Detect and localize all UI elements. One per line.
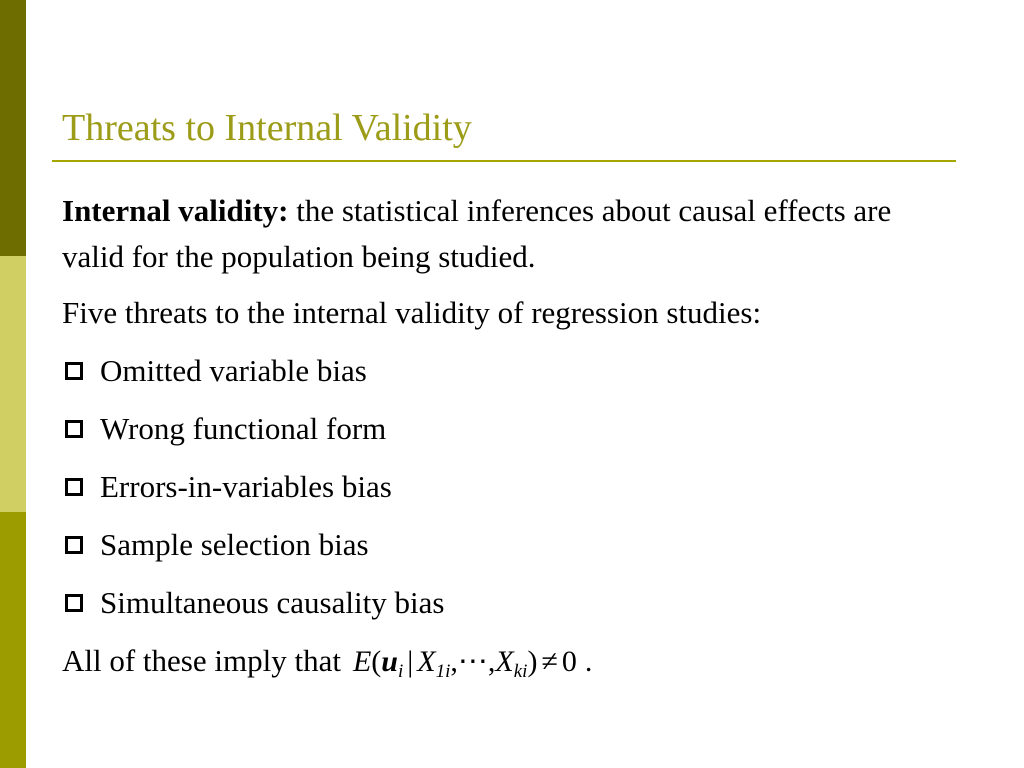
definition-paragraph xyxy=(62,188,942,280)
sidebar-accent-middle xyxy=(0,256,26,512)
hollow-square-icon xyxy=(65,536,83,554)
hollow-square-icon xyxy=(65,362,83,380)
formula-first-regressor-subscript: 1i xyxy=(435,661,451,682)
formula-close-paren: ) xyxy=(527,645,538,678)
list-item xyxy=(62,464,942,510)
formula-error-subscript: i xyxy=(397,661,404,682)
definition-term: Internal validity: xyxy=(62,193,289,228)
list-item xyxy=(62,522,942,568)
threat-label: Wrong functional form xyxy=(100,411,387,446)
list-item xyxy=(62,348,942,394)
conditional-expectation-formula xyxy=(353,639,592,685)
list-item xyxy=(62,580,942,626)
list-item xyxy=(62,406,942,452)
hollow-square-icon xyxy=(65,594,83,612)
formula-error-term: u xyxy=(381,645,398,678)
threats-intro: Five threats to the internal validity of regression studies: xyxy=(62,295,762,330)
formula-last-regressor-subscript: ki xyxy=(513,661,528,682)
sidebar-accent-top xyxy=(0,0,26,256)
hollow-square-icon xyxy=(65,420,83,438)
slide-body xyxy=(62,188,942,685)
threat-list xyxy=(62,348,942,626)
threat-label: Simultaneous causality bias xyxy=(100,585,445,620)
threat-label: Omitted variable bias xyxy=(100,353,367,388)
formula-last-regressor: X xyxy=(495,645,514,678)
formula-open-paren: ( xyxy=(371,645,382,678)
formula-conditional-bar: | xyxy=(407,645,414,678)
definition-text: the statistical inferences about causal effects are valid for the population being studied. xyxy=(62,193,892,274)
formula-zero: 0 xyxy=(561,645,577,678)
conclusion-line xyxy=(62,638,942,685)
sidebar-accent-bottom xyxy=(0,512,26,768)
formula-ellipsis: ,⋯, xyxy=(450,645,496,678)
formula-first-regressor: X xyxy=(417,645,436,678)
threat-label: Errors-in-variables bias xyxy=(100,469,392,504)
threat-label: Sample selection bias xyxy=(100,527,369,562)
formula-not-equal: ≠ xyxy=(541,645,558,678)
formula-expectation-symbol: E xyxy=(352,645,372,678)
title-underline xyxy=(52,160,956,162)
hollow-square-icon xyxy=(65,478,83,496)
conclusion-text: All of these imply that xyxy=(62,643,341,678)
formula-period: . xyxy=(584,645,593,678)
slide-title: Threats to Internal Validity xyxy=(62,107,472,149)
